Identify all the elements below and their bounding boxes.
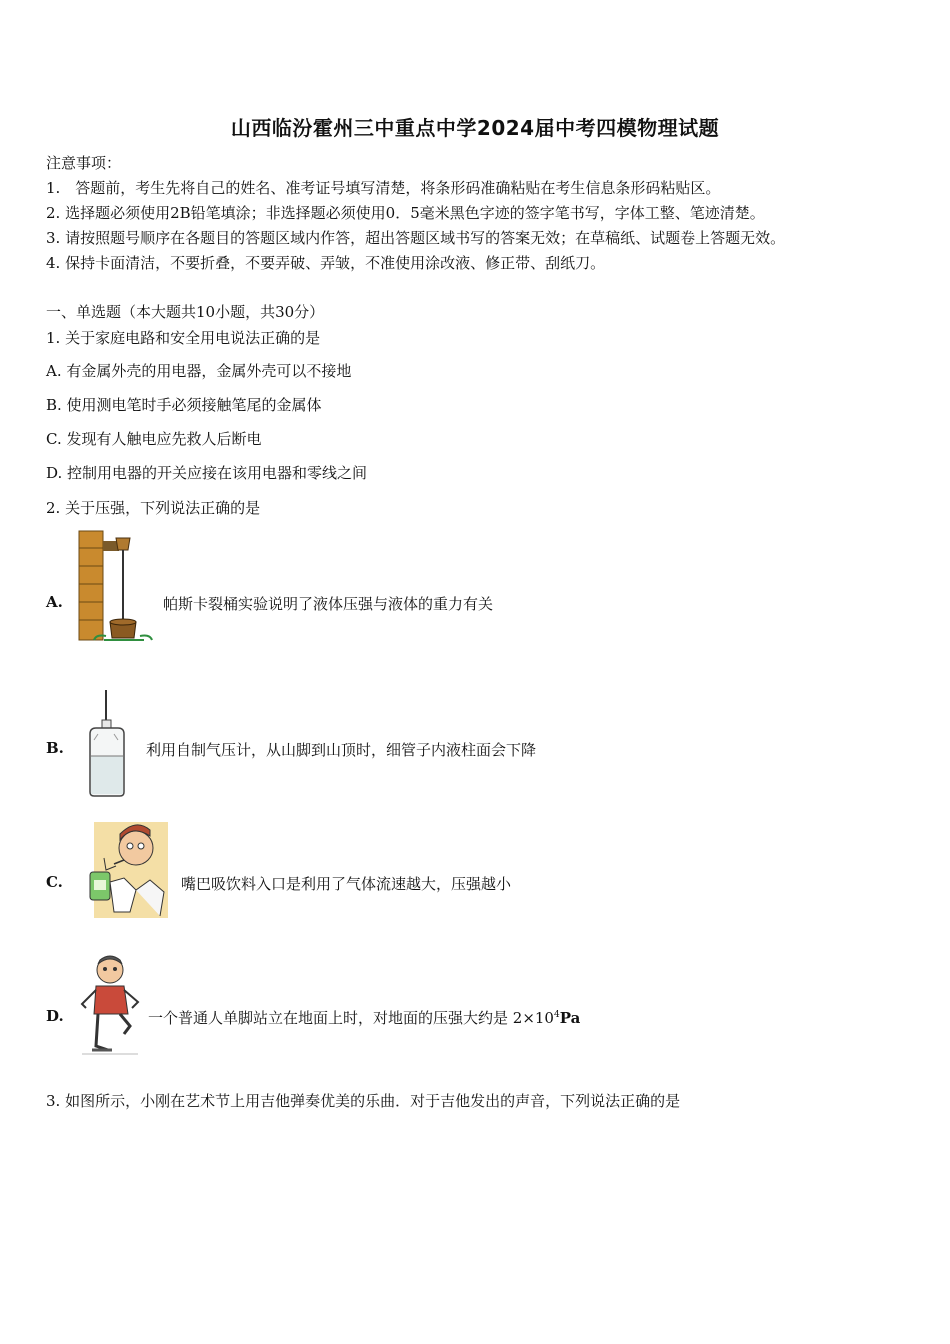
q2-option-c-label: C. — [46, 873, 63, 891]
q2-option-b-label: B. — [46, 739, 64, 757]
q2-option-d-label: D. — [46, 1007, 64, 1025]
notice-item-1: 1. 答题前，考生先将自己的姓名、准考证号填写清楚，将条形码准确粘贴在考生信息条形码粘贴区。 — [46, 179, 721, 197]
q2-option-a-text: 帕斯卡裂桶实验说明了液体压强与液体的重力有关 — [163, 595, 494, 613]
q1-option-d: D. 控制用电器的开关应接在该用电器和零线之间 — [46, 464, 368, 482]
notice-item-4: 4. 保持卡面清洁，不要折叠，不要弄破、弄皱，不准使用涂改液、修正带、刮纸刀。 — [46, 254, 606, 272]
page-title: 山西临汾霍州三中重点中学2024届中考四模物理试题 — [230, 116, 720, 140]
q1-stem: 1. 关于家庭电路和安全用电说法正确的是 — [46, 329, 321, 347]
q2-option-c-text: 嘴巴吸饮料入口是利用了气体流速越大，压强越小 — [181, 875, 512, 893]
notice-heading: 注意事项： — [46, 154, 122, 172]
q2-option-a-label: A. — [46, 593, 63, 611]
notice-item-2: 2. 选择题必须使用2B铅笔填涂；非选择题必须使用0．5毫米黑色字迹的签字笔书写，字体工整、笔迹清楚。 — [46, 204, 765, 222]
standing-person-figure — [74, 954, 146, 1058]
notice-item-3: 3. 请按照题号顺序在各题目的答题区域内作答，超出答题区域书写的答案无效；在草稿纸、试题卷上答题无效。 — [46, 229, 786, 247]
pascal-barrel-figure — [76, 528, 156, 643]
q2-stem: 2. 关于压强，下列说法正确的是 — [46, 499, 261, 517]
q1-option-c: C. 发现有人触电应先救人后断电 — [46, 430, 262, 448]
section-heading: 一、单选题（本大题共10小题，共30分） — [46, 303, 325, 321]
q1-option-a: A. 有金属外壳的用电器，金属外壳可以不接地 — [46, 362, 352, 380]
q2-option-d-text-main: 一个普通人单脚站立在地面上时，对地面的压强大约是 2×10 — [148, 1009, 554, 1027]
drinking-person-figure — [80, 820, 172, 920]
q2-option-b-text: 利用自制气压计，从山脚到山顶时，细管子内液柱面会下降 — [146, 741, 537, 759]
q1-option-b: B. 使用测电笔时手必须接触笔尾的金属体 — [46, 396, 322, 414]
q2-option-d-text — [148, 1007, 580, 1028]
q2-option-d-exponent: 4 — [553, 1010, 560, 1020]
q2-option-d-unit: Pa — [559, 1009, 581, 1027]
q3-stem: 3. 如图所示，小刚在艺术节上用吉他弹奏优美的乐曲．对于吉他发出的声音，下列说法正确的是 — [46, 1092, 681, 1110]
barometer-bottle-figure — [82, 688, 138, 798]
